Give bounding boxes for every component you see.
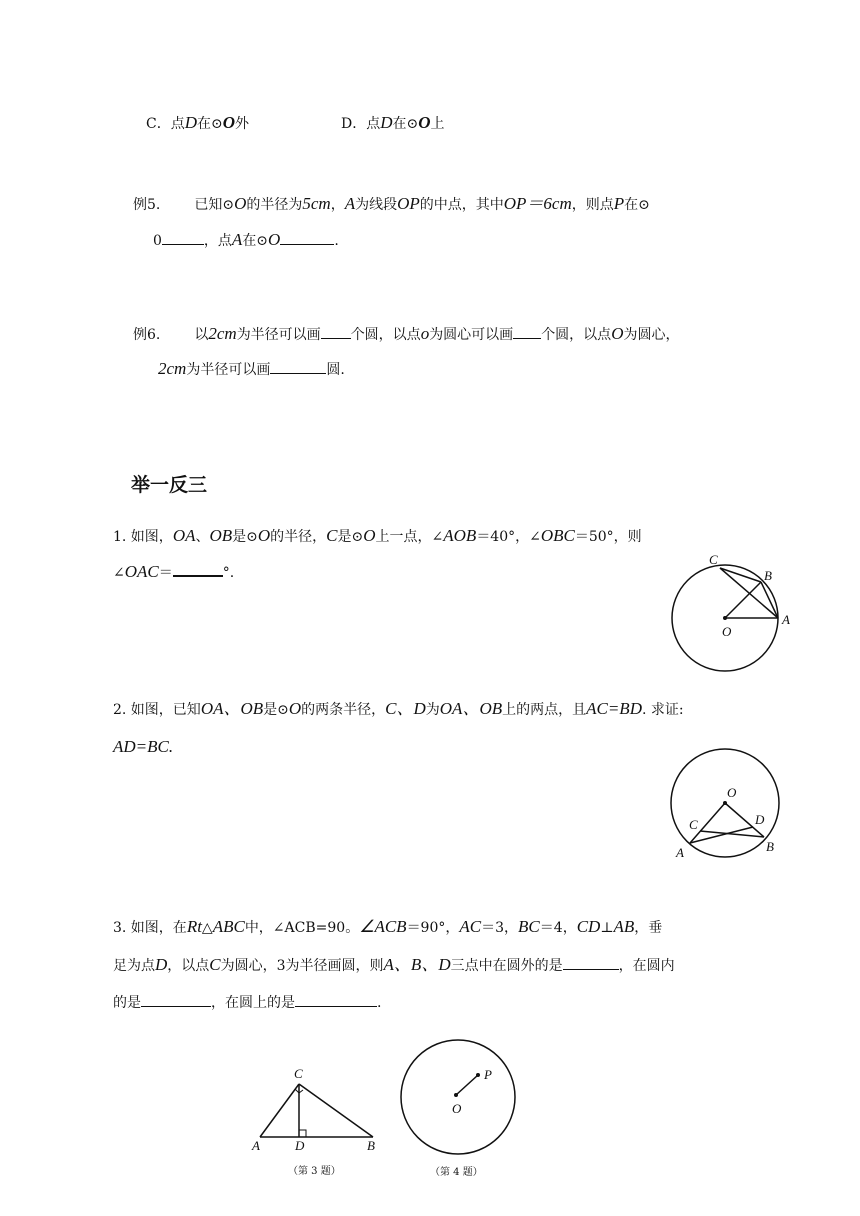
label-b: B (764, 568, 772, 583)
example-5-line-1: 例5. 已知⊙O的半径为5cm，A为线段OP的中点，其中OP＝6cm，则点P在⊙ (133, 194, 650, 213)
figure-4-circle (398, 1037, 528, 1181)
answer-blank[interactable] (280, 230, 334, 245)
label-c: C (709, 552, 718, 567)
answer-blank[interactable] (563, 955, 619, 970)
label-o: O (727, 785, 737, 800)
example-6-line-2: 2cm为半径可以画 圆. (158, 359, 345, 378)
question-1-line-1: 1. 如图，OA、OB是⊙O的半径，C是⊙O上一点，∠AOB＝40°，∠OBC＝50°，则 (113, 526, 642, 545)
label-c: C (294, 1066, 303, 1081)
option-d: D．点D在⊙O上 (341, 113, 445, 132)
figure-3-right-triangle (248, 1062, 388, 1180)
label-b: B (766, 839, 774, 854)
label-p: P (484, 1067, 492, 1082)
label-d: D (295, 1138, 305, 1153)
option-c: C．点D在⊙O外 (146, 113, 250, 132)
section-title: 举一反三 (131, 474, 208, 496)
figure-2-circle-diagram (668, 747, 788, 862)
answer-blank[interactable] (141, 992, 211, 1007)
question-2-line-2: AD=BC. (113, 737, 174, 756)
side-ac (260, 1084, 299, 1137)
example-6-line-1: 例6. 以2cm为半径可以画 个圆，以点o为圆心可以画 个圆，以点O为圆心， (133, 324, 680, 343)
segment-op (456, 1075, 478, 1095)
circle-outline (401, 1040, 515, 1154)
figure-4-caption: （第 4 题） (430, 1167, 483, 1178)
label-b: B (367, 1138, 375, 1153)
question-1-line-2: ∠OAC＝ °. (113, 562, 235, 581)
figure-1-circle-diagram (668, 550, 798, 675)
label-c: C (689, 817, 698, 832)
question-3-line-1: 3. 如图，在Rt△ABC中，∠ACB=90。∠ACB＝90°，AC＝3，BC＝4，CD⊥AB，垂 (113, 917, 663, 936)
side-bc (299, 1084, 373, 1137)
label-o: O (722, 624, 732, 639)
label-o: O (452, 1101, 462, 1116)
label-a: A (782, 612, 790, 627)
answer-blank[interactable] (162, 230, 204, 245)
answer-blank[interactable] (270, 359, 326, 374)
answer-blank[interactable] (295, 992, 377, 1007)
answer-blank[interactable] (173, 561, 223, 577)
right-angle-mark-d (299, 1130, 306, 1137)
question-3-line-3: 的是 ，在圆上的是 . (113, 992, 381, 1013)
example-5-line-2: 0 ，点A在⊙O . (153, 230, 339, 249)
label-a: A (676, 845, 684, 860)
label-a: A (252, 1138, 260, 1153)
answer-blank[interactable] (321, 324, 351, 339)
question-3-line-2: 足为点D，以点C为圆心，3为半径画圆，则A、B、D三点中在圆外的是 ，在圆内 (113, 955, 675, 974)
label-d: D (755, 812, 765, 827)
question-2-line-1: 2. 如图，已知OA、OB是⊙O的两条半径，C、D为OA、OB上的两点，且AC=BD. 求证: (113, 699, 684, 718)
figure-3-caption: （第 3 题） (288, 1166, 341, 1177)
answer-blank[interactable] (513, 324, 541, 339)
